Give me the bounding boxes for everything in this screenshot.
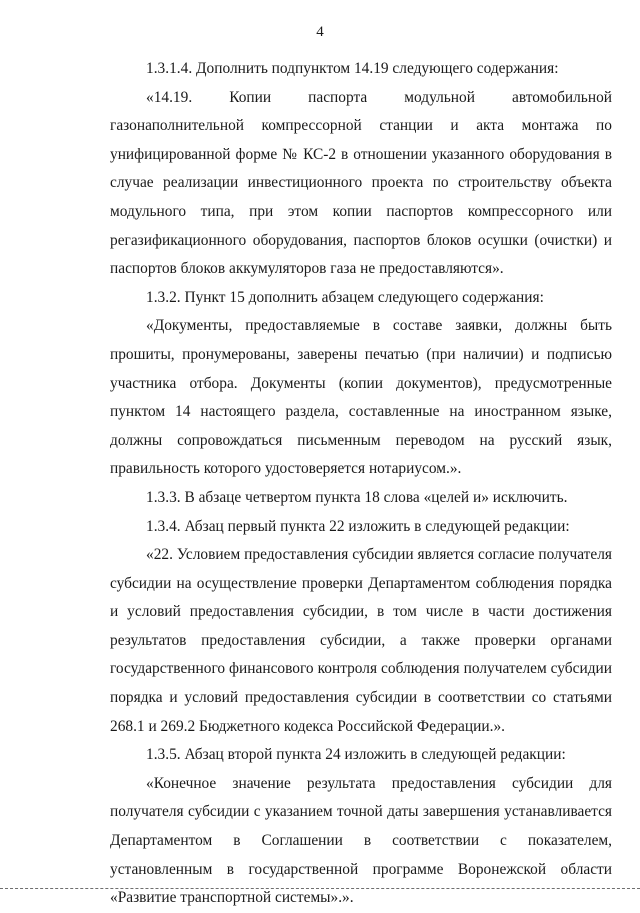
paragraph-1-3-2: 1.3.2. Пункт 15 дополнить абзацем следующего содержания: bbox=[146, 288, 544, 306]
paragraph-22: «22. Условием предоставления субсидии является согласие получателя субсидии на осуществление проверки Департаментом соблюдения порядка и условий предоставления субсидии, в том числе в части достижения результатов предоставления субсидии, а также проверки органами государственного финансового контроля соблюдения получателем субсидии порядка и условий предоставления субсидии в соответствии со статьями 268.1 и 269.2 Бюджетного кодекса Российской Федерации.». bbox=[110, 546, 612, 735]
footer-dashed-rule bbox=[0, 888, 640, 889]
paragraph-1-3-5: 1.3.5. Абзац второй пункта 24 изложить в следующей редакции: bbox=[146, 746, 566, 764]
page-number: 4 bbox=[316, 24, 324, 40]
paragraph-1-3-3: 1.3.3. В абзаце четвертом пункта 18 слова «целей и» исключить. bbox=[146, 488, 568, 506]
paragraph-final-value: «Конечное значение результата предоставления субсидии для получателя субсидии с указанием точной даты завершения устанавливается Департаментом в Соглашении в соответствии с показателем, установленным в государственной программе Воронежской области «Развитие транспортной системы».». bbox=[110, 774, 612, 907]
paragraph-1-3-4: 1.3.4. Абзац первый пункта 22 изложить в следующей редакции: bbox=[146, 517, 570, 535]
document-body bbox=[110, 55, 612, 913]
paragraph-14-19: «14.19. Копии паспорта модульной автомобильной газонаполнительной компрессорной станции и акта монтажа по унифицированной форме № КС-2 в отношении указанного оборудования в случае реализации инвестиционного проекта по строительству объекта модульного типа, при этом копии паспортов компрессорного или регазификационного оборудования, паспортов блоков осушки (очистки) и паспортов блоков аккумуляторов газа не предоставляются». bbox=[110, 88, 612, 278]
paragraph-1-3-1-4: 1.3.1.4. Дополнить подпунктом 14.19 следующего содержания: bbox=[146, 60, 559, 77]
paragraph-documents: «Документы, предоставляемые в составе заявки, должны быть прошиты, пронумерованы, заверены печатью (при наличии) и подписью участника отбора. Документы (копии документов), предусмотренные пунктом 14 настоящего раздела, составленные на иностранном языке, должны сопровождаться письменным переводом на русский язык, правильность которого удостоверяется нотариусом.». bbox=[110, 317, 612, 478]
